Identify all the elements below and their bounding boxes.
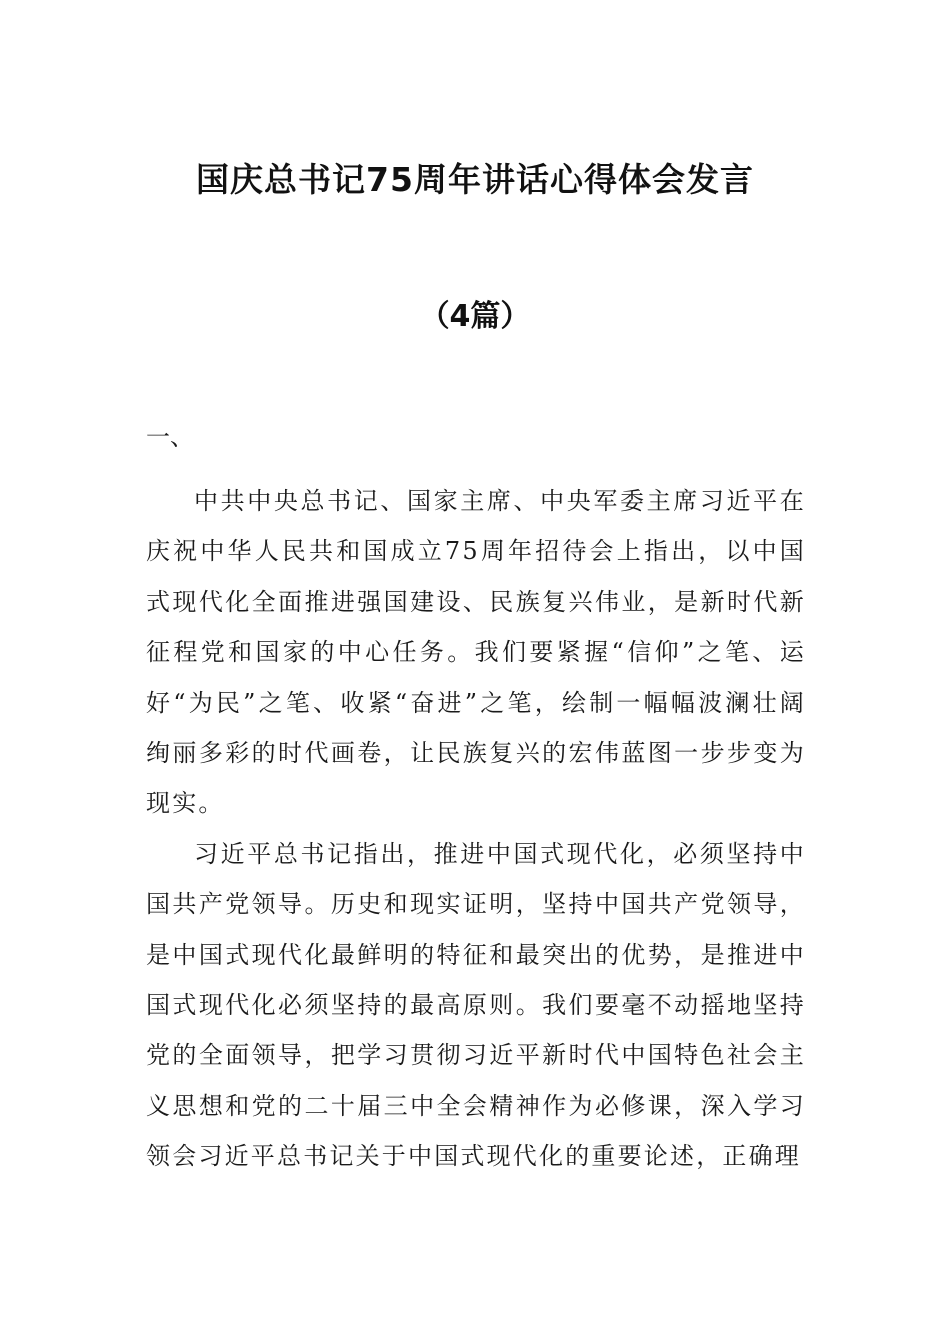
paragraph-2: 习近平总书记指出，推进中国式现代化，必须坚持中国共产党领导。历史和现实证明，坚持中国共产党领导，是中国式现代化最鲜明的特征和最突出的优势，是推进中国式现代化必须坚持的最高原则。我们要毫不动摇地坚持党的全面领导，把学习贯彻习近平新时代中国特色社会主义思想和党的二十届三中全会精神作为必修课，深入学习领会习近平总书记关于中国式现代化的重要论述，正确理	[146, 839, 806, 1171]
document-subtitle: （4篇）	[419, 299, 531, 334]
document-title: 国庆总书记75周年讲话心得体会发言	[196, 160, 754, 199]
document-body	[146, 476, 806, 1182]
section-marker: 一、	[146, 423, 194, 451]
paragraph-1: 中共中央总书记、国家主席、中央军委主席习近平在庆祝中华人民共和国成立75周年招待会上指出，以中国式现代化全面推进强国建设、民族复兴伟业，是新时代新征程党和国家的中心任务。我们要紧握“信仰”之笔、运好“为民”之笔、收紧“奋进”之笔，绘制一幅幅波澜壮阔绚丽多彩的时代画卷，让民族复兴的宏伟蓝图一步步变为现实。	[146, 487, 806, 818]
